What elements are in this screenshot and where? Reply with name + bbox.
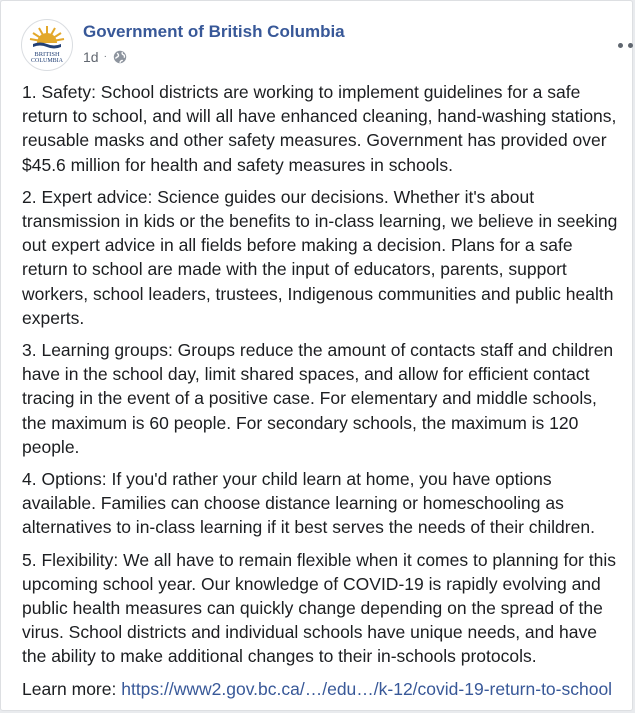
paragraph-expert-advice: 2. Expert advice: Science guides our decisions. Whether it's about transmission in kids or the benefits to in-class learning, we believe in seeking out expert advice in all fields before making a decision. Plans for a safe return to school are made with the input of educators, parents, support workers, school leaders, trustees, Indigenous communities and public health experts. [22, 186, 618, 328]
logo-text-line2: COLUMBIA [30, 58, 64, 64]
more-dot [628, 43, 633, 48]
more-dot [618, 43, 623, 48]
paragraph-options: 4. Options: If you'd rather your child learn at home, you have options available. Families can choose distance learning or homeschooling as alternatives to in-class learning if it best serves the needs of their children. [22, 469, 595, 538]
logo-text-line1: BRITISH [34, 51, 60, 58]
post-meta [83, 48, 127, 66]
post-timestamp[interactable]: 1d [83, 49, 99, 65]
learn-more-link[interactable]: https://www2.gov.bc.ca/…/edu…/k-12/covid-19-return-to-school [121, 678, 613, 699]
avatar[interactable] [21, 19, 73, 71]
learn-more-line [22, 677, 622, 701]
page-name-link[interactable]: Government of British Columbia [83, 22, 345, 41]
paragraph-learning-groups: 3. Learning groups: Groups reduce the amount of contacts staff and children have in the school day, limit shared spaces, and allow for efficient contact tracing in the event of a positive case. For elementary and middle schools, the maximum is 60 people. For secondary schools, the maximum is 120 people. [22, 340, 614, 457]
globe-icon[interactable] [113, 50, 127, 64]
post-body [22, 80, 622, 709]
paragraph-flexibility: 5. Flexibility: We all have to remain flexible when it comes to planning for this upcoming school year. Our knowledge of COVID-19 is rapidly evolving and public health measures can quickly change depending on the spread of the virus. School districts and individual schools have unique needs, and have the ability to make additional changes to their in-schools protocols. [22, 549, 616, 667]
meta-separator: · [103, 51, 107, 62]
post-header [21, 19, 621, 71]
learn-more-label: Learn more: [22, 678, 122, 699]
bc-logo-icon [22, 20, 72, 70]
more-options-icon[interactable] [618, 37, 635, 53]
paragraph-safety: 1. Safety: School districts are working to implement guidelines for a safe return to school, and will all have enhanced cleaning, hand-washing stations, reusable masks and other safety measures. Government has provided over $45.6 million for health and safety measures in schools. [22, 82, 617, 175]
